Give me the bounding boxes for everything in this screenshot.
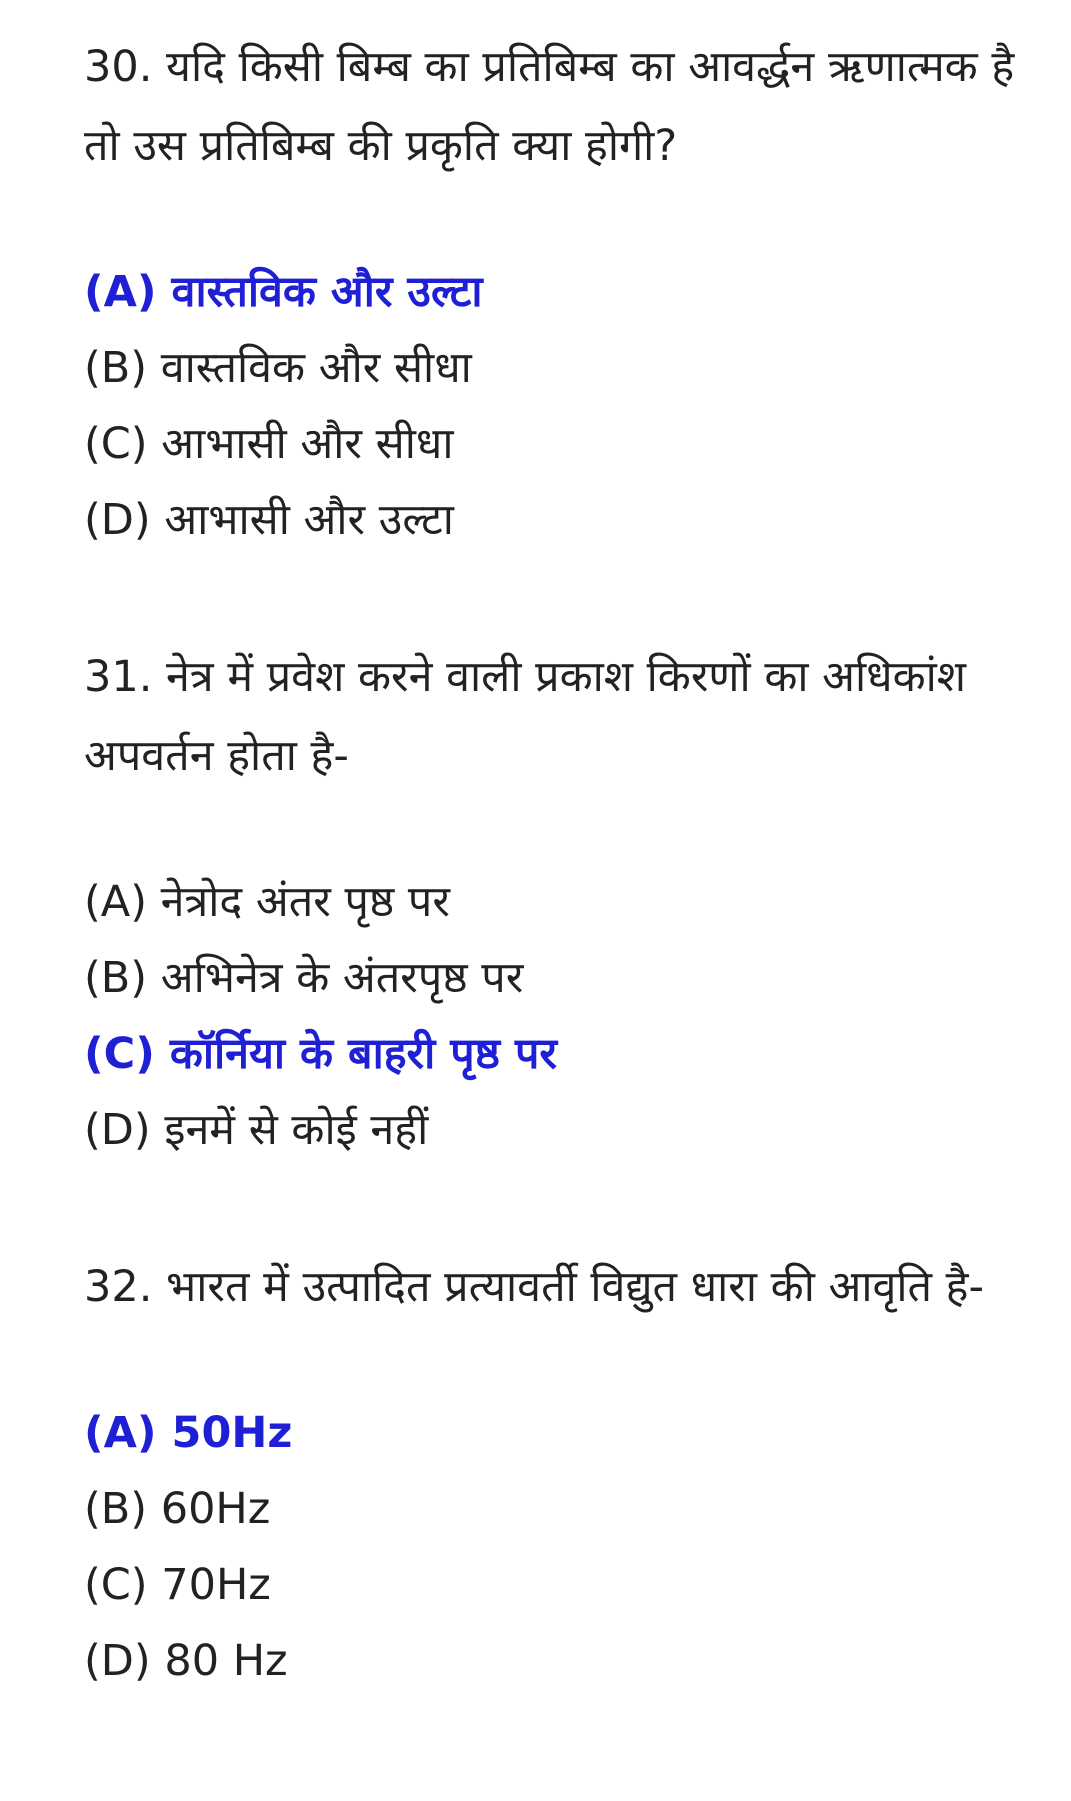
- option-d: (D) इनमें से कोई नहीं: [84, 1105, 429, 1155]
- option-c: (C) 70Hz: [84, 1560, 271, 1610]
- option-d: (D) आभासी और उल्टा: [84, 495, 454, 545]
- question-text: 32. भारत में उत्पादित प्रत्यावर्ती विद्युत धारा की आवृति है-: [84, 1262, 985, 1312]
- spacer: [84, 558, 1044, 638]
- option-a-correct: (A) वास्तविक और उल्टा: [84, 267, 483, 317]
- question-text: 31. नेत्र में प्रवेश करने वाली प्रकाश किरणों का अधिकांश अपवर्तन होता है-: [84, 652, 966, 781]
- options-list: [84, 1395, 1044, 1699]
- option-b: (B) अभिनेत्र के अंतरपृष्ठ पर: [84, 953, 524, 1003]
- question-text: 30. यदि किसी बिम्ब का प्रतिबिम्ब का आवर्द्धन ऋणात्मक है तो उस प्रतिबिम्ब की प्रकृति क्या होगी?: [84, 42, 1015, 171]
- option-d: (D) 80 Hz: [84, 1636, 288, 1686]
- option-c: (C) आभासी और सीधा: [84, 419, 454, 469]
- options-list: [84, 254, 1044, 558]
- question-30: [84, 28, 1044, 558]
- option-b: (B) वास्तविक और सीधा: [84, 343, 472, 393]
- option-a-correct: (A) 50Hz: [84, 1408, 293, 1458]
- options-list: [84, 864, 1044, 1168]
- option-a: (A) नेत्रोद अंतर पृष्ठ पर: [84, 877, 450, 927]
- quiz-page: [84, 28, 1044, 1699]
- question-32: [84, 1248, 1044, 1699]
- question-31: [84, 638, 1044, 1168]
- option-c-correct: (C) कॉर्निया के बाहरी पृष्ठ पर: [84, 1029, 557, 1079]
- spacer: [84, 1168, 1044, 1248]
- option-b: (B) 60Hz: [84, 1484, 271, 1534]
